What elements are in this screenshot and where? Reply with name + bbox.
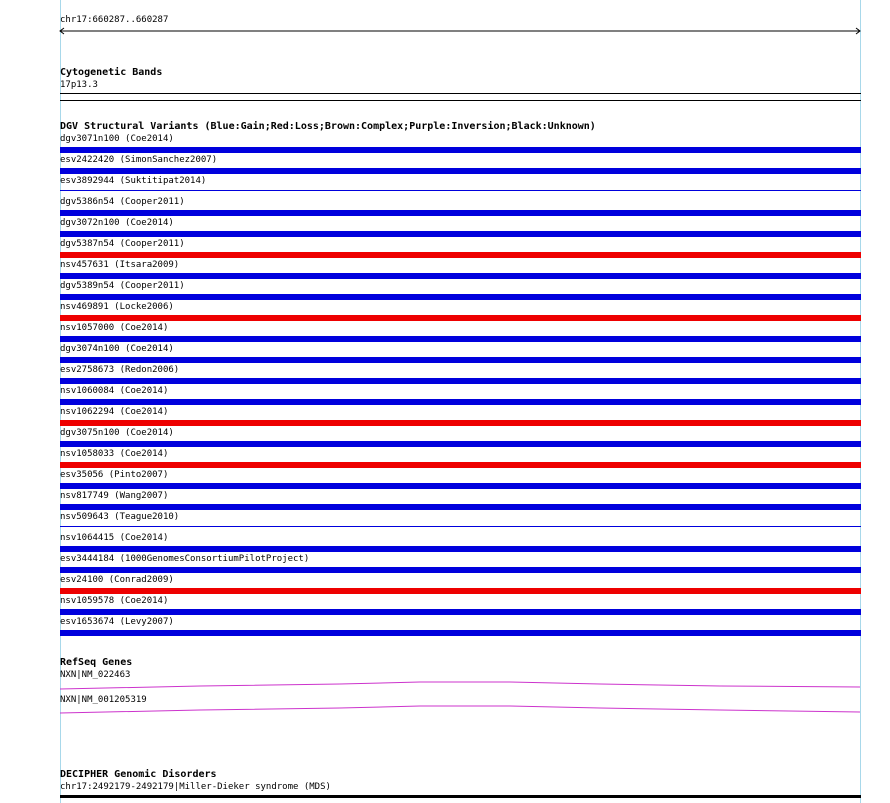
dgv-variant-label[interactable]: nsv457631 (Itsara2009) — [60, 260, 180, 270]
dgv-track-title: DGV Structural Variants (Blue:Gain;Red:Loss;Brown:Complex;Purple:Inversion;Black:Unknown) — [60, 121, 596, 132]
dgv-variant-label[interactable]: dgv3071n100 (Coe2014) — [60, 134, 174, 144]
dgv-variant-label[interactable]: esv3444184 (1000GenomesConsortiumPilotProject) — [60, 554, 310, 564]
dgv-variant-label[interactable]: nsv469891 (Locke2006) — [60, 302, 174, 312]
dgv-variant-label[interactable]: nsv1059578 (Coe2014) — [60, 596, 169, 606]
dgv-variant-label[interactable]: dgv5389n54 (Cooper2011) — [60, 281, 185, 291]
cytogenetic-band-label[interactable]: 17p13.3 — [60, 80, 98, 90]
dgv-variant-label[interactable]: nsv509643 (Teague2010) — [60, 512, 180, 522]
decipher-feature-bar[interactable] — [60, 795, 861, 798]
dgv-variant-label[interactable]: nsv1062294 (Coe2014) — [60, 407, 169, 417]
refseq-gene-line[interactable] — [60, 706, 860, 713]
dgv-variant-label[interactable]: esv2758673 (Redon2006) — [60, 365, 180, 375]
dgv-variant-label[interactable]: nsv1058033 (Coe2014) — [60, 449, 169, 459]
dgv-variant-label[interactable]: dgv3074n100 (Coe2014) — [60, 344, 174, 354]
dgv-variant-label[interactable]: esv24100 (Conrad2009) — [60, 575, 174, 585]
dgv-variant-label[interactable]: esv35056 (Pinto2007) — [60, 470, 169, 480]
dgv-variant-label[interactable]: dgv3072n100 (Coe2014) — [60, 218, 174, 228]
dgv-variant-label[interactable]: esv1653674 (Levy2007) — [60, 617, 174, 627]
decipher-track-title: DECIPHER Genomic Disorders — [60, 769, 217, 780]
dgv-variant-label[interactable]: esv3892944 (Suktitipat2014) — [60, 176, 207, 186]
refseq-track-title: RefSeq Genes — [60, 657, 133, 668]
dgv-variant-label[interactable]: dgv5387n54 (Cooper2011) — [60, 239, 185, 249]
ruler-label: chr17:660287..660287 — [60, 15, 169, 25]
cytogenetic-track-title: Cytogenetic Bands — [60, 67, 163, 78]
dgv-variant-label[interactable]: nsv817749 (Wang2007) — [60, 491, 169, 501]
refseq-gene-label[interactable]: NXN|NM_022463 — [60, 670, 131, 680]
dgv-variant-label[interactable]: nsv1060084 (Coe2014) — [60, 386, 169, 396]
dgv-variant-label[interactable]: dgv3075n100 (Coe2014) — [60, 428, 174, 438]
dgv-variant-label[interactable]: esv2422420 (SimonSanchez2007) — [60, 155, 218, 165]
refseq-gene-line[interactable] — [60, 682, 860, 689]
dgv-variant-label[interactable]: nsv1057000 (Coe2014) — [60, 323, 169, 333]
decipher-entry-label[interactable]: chr17:2492179-2492179|Miller-Dieker syndrome (MDS) — [60, 782, 331, 792]
refseq-gene-label[interactable]: NXN|NM_001205319 — [60, 695, 147, 705]
dgv-variant-label[interactable]: nsv1064415 (Coe2014) — [60, 533, 169, 543]
dgv-variant-label[interactable]: dgv5386n54 (Cooper2011) — [60, 197, 185, 207]
